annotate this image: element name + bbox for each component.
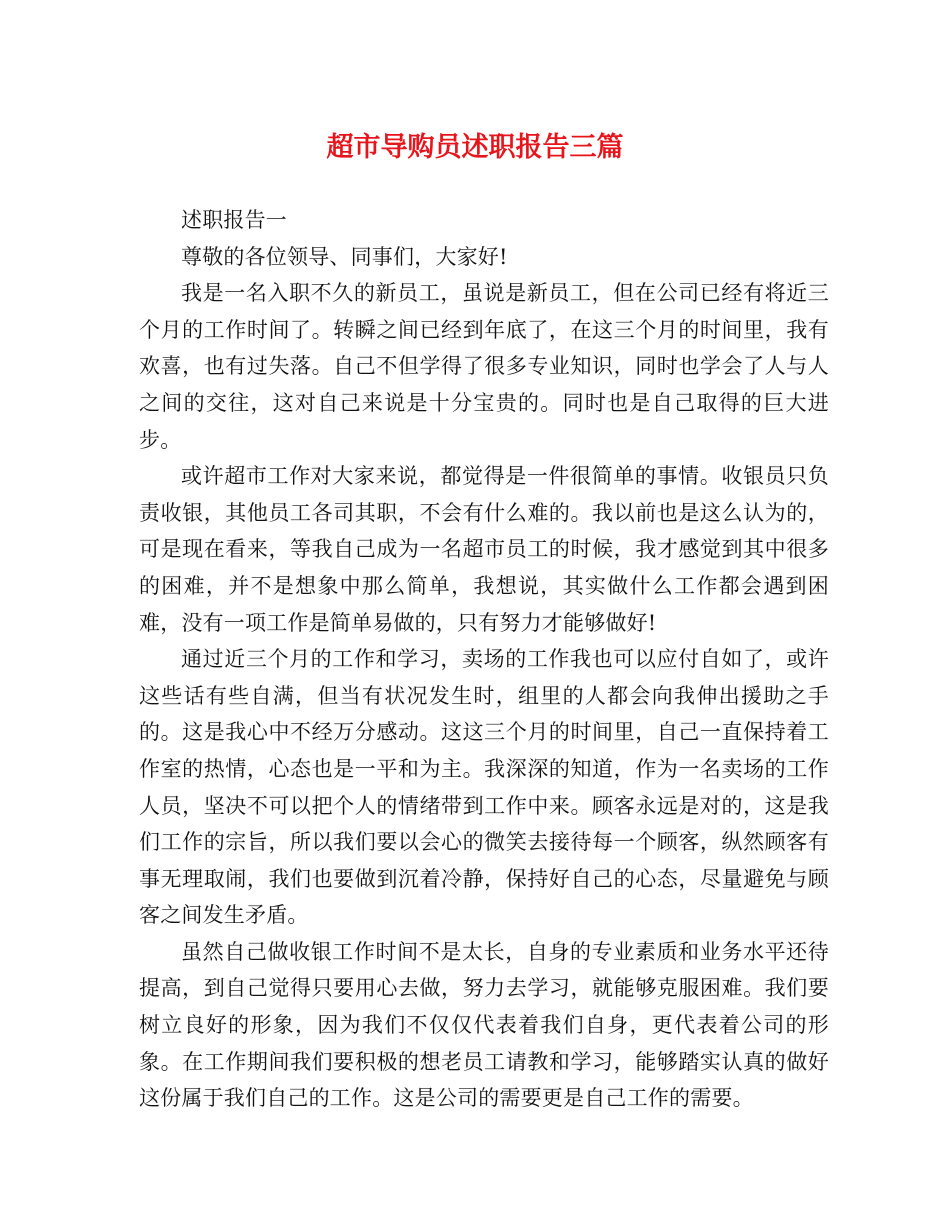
section-heading: 述职报告一 xyxy=(181,208,287,232)
document-body xyxy=(139,202,829,1117)
body-paragraph: 我是一名入职不久的新员工，虽说是新员工，但在公司已经有将近三个月的工作时间了。转瞬之间已经到年底了，在这三个月的时间里，我有欢喜，也有过失落。自己不但学得了很多专业知识，同时也学会了人与人之间的交往，这对自己来说是十分宝贵的。同时也是自己取得的巨大进步。 xyxy=(139,281,829,452)
document-title: 超市导购员述职报告三篇 xyxy=(326,132,624,163)
body-paragraph: 虽然自己做收银工作时间不是太长，自身的专业素质和业务水平还待提高，到自己觉得只要用心去做，努力去学习，就能够克服困难。我们要树立良好的形象，因为我们不仅仅代表着我们自身，更代表着公司的形象。在工作期间我们要积极的想老员工请教和学习，能够踏实认真的做好这份属于我们自己的工作。这是公司的需要更是自己工作的需要。 xyxy=(139,939,829,1111)
body-paragraph: 通过近三个月的工作和学习，卖场的工作我也可以应付自如了，或许这些话有些自满，但当有状况发生时，组里的人都会向我伸出援助之手的。这是我心中不经万分感动。这这三个月的时间里，自己一直保持着工作室的热情，心态也是一平和为主。我深深的知道，作为一名卖场的工作人员，坚决不可以把个人的情绪带到工作中来。顾客永远是对的，这是我们工作的宗旨，所以我们要以会心的微笑去接待每一个顾客，纵然顾客有事无理取闹，我们也要做到沉着冷静，保持好自己的心态，尽量避免与顾客之间发生矛盾。 xyxy=(139,647,829,928)
body-paragraph: 或许超市工作对大家来说，都觉得是一件很简单的事情。收银员只负责收银，其他员工各司其职，不会有什么难的。我以前也是这么认为的，可是现在看来，等我自己成为一名超市员工的时候，我才感觉到其中很多的困难，并不是想象中那么简单，我想说，其实做什么工作都会遇到困难，没有一项工作是简单易做的，只有努力才能够做好! xyxy=(139,464,829,635)
salutation: 尊敬的各位领导、同事们，大家好! xyxy=(181,244,508,269)
